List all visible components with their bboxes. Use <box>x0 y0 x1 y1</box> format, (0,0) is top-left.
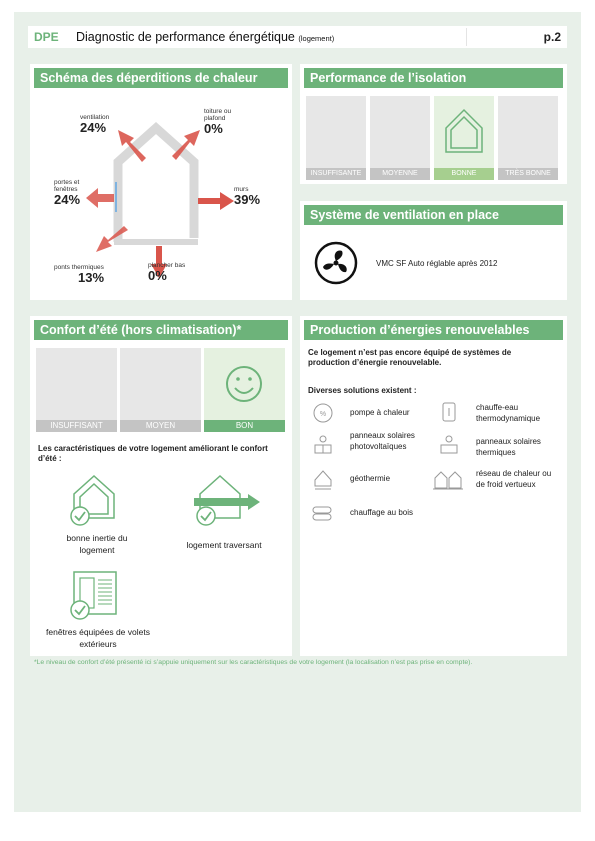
loss-walls: murs 39% <box>234 186 261 207</box>
walls-arrow <box>198 192 234 210</box>
loss-floor: plancher bas 0% <box>148 262 186 283</box>
loss-thermal-bridges: ponts thermiques 13% <box>54 264 105 285</box>
comfort-level-insufficient: INSUFFISANT <box>36 348 117 432</box>
summer-comfort-card <box>30 316 292 656</box>
feature-inertia: bonne inertie du logement <box>66 533 128 555</box>
solutions-intro: Diverses solutions existent : <box>308 386 417 395</box>
insulation-level-good: BONNE <box>434 96 494 180</box>
wood-heating-icon <box>310 504 334 522</box>
document-title: Diagnostic de performance énergétique (logement) <box>76 30 335 44</box>
insulation-level-very-good: TRÈS BONNE <box>498 96 558 180</box>
ventilation-card <box>300 201 567 300</box>
comfort-level-good: BON <box>204 348 285 432</box>
solar-panel-icon <box>312 432 334 456</box>
insulation-title: Performance de l’isolation <box>304 68 563 88</box>
solution-district-heating: réseau de chaleur ou de froid vertueux <box>476 469 552 489</box>
insulation-level-insufficient: INSUFFISANTE <box>306 96 366 180</box>
geothermal-icon <box>312 466 334 492</box>
water-heater-icon <box>438 400 460 424</box>
fan-icon <box>314 241 358 285</box>
renewables-card <box>300 316 567 656</box>
insulation-card <box>300 64 567 184</box>
house-inertia-icon <box>68 472 122 528</box>
comfort-scale <box>36 348 285 432</box>
heat-pump-icon <box>312 402 334 424</box>
comfort-features-intro: Les caractéristiques de votre logement améliorant le confort d’été : <box>38 444 268 463</box>
shutters-icon <box>68 568 122 622</box>
house-crossing-icon <box>194 472 264 528</box>
footnote: *Le niveau de confort d’été présenté ici s’appuie uniquement sur les caractéristiques de votre logement (la localisation n’est pas prise en compte). <box>34 659 473 666</box>
heat-loss-card <box>30 64 292 300</box>
renewables-notice: Ce logement n’est pas encore équipé de systèmes de production d’énergie renouvelable. <box>308 348 512 367</box>
solution-heat-pump: pompe à chaleur <box>350 408 410 417</box>
loss-roof: toiture ou plafond 0% <box>204 108 232 136</box>
comfort-level-average: MOYEN <box>120 348 201 432</box>
summer-comfort-title: Confort d’été (hors climatisation)* <box>34 320 288 340</box>
feature-shutters: fenêtres équipées de volets extérieurs <box>46 627 150 649</box>
house-icon <box>434 98 494 168</box>
insulation-scale <box>306 96 558 180</box>
page-number: p.2 <box>543 30 561 44</box>
feature-crossing: logement traversant <box>186 540 262 550</box>
ventilation-title: Système de ventilation en place <box>304 205 563 225</box>
ventilation-system-label: VMC SF Auto réglable après 2012 <box>376 259 498 268</box>
renewables-title: Production d’énergies renouvelables <box>304 320 563 340</box>
document-subtitle: (logement) <box>298 34 335 43</box>
solution-solar-thermal: panneaux solaires thermiques <box>476 437 541 457</box>
page-header <box>28 26 567 48</box>
header-divider <box>466 28 467 46</box>
svg-text:%: % <box>319 411 327 418</box>
solar-thermal-icon <box>438 432 460 456</box>
smiley-icon <box>204 348 285 418</box>
insulation-level-average: MOYENNE <box>370 96 430 180</box>
solution-water-heater: chauffe-eau thermodynamique <box>476 403 541 423</box>
heat-loss-title: Schéma des déperditions de chaleur <box>34 68 288 88</box>
loss-doors-windows: portes et fenêtres 24% <box>54 179 81 207</box>
solution-geothermal: géothermie <box>350 474 391 483</box>
dpe-badge: DPE <box>34 30 59 44</box>
loss-ventilation: ventilation 24% <box>80 114 110 135</box>
solution-wood-heating: chauffage au bois <box>350 508 414 517</box>
solution-solar-pv: panneaux solaires photovoltaïques <box>350 431 415 451</box>
district-heating-icon <box>432 468 466 492</box>
